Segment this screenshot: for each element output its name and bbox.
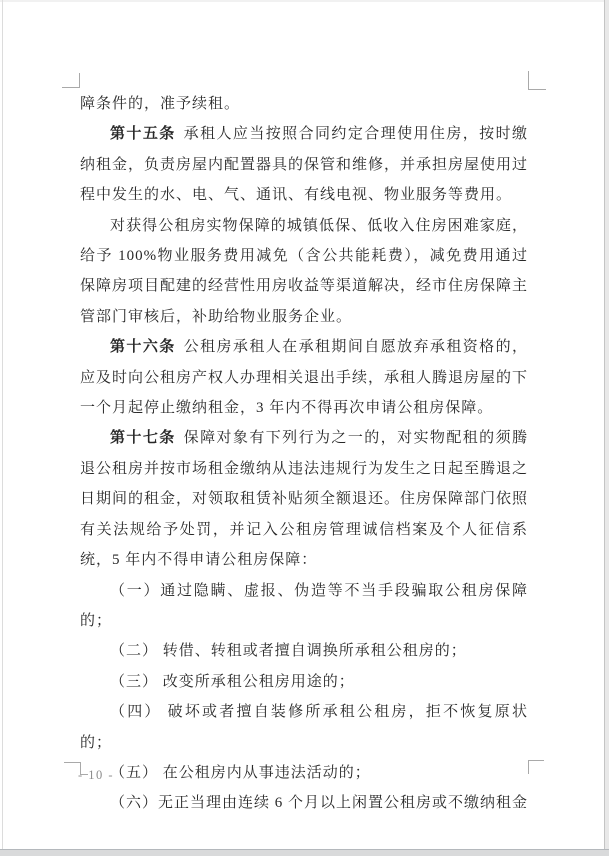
list-item-3 [80,667,528,697]
paragraph-property-fee [80,211,528,333]
paragraph-text: （一）通过隐瞒、虚报、伪造等不当手段骗取公租房保障的； [80,582,528,629]
article-heading: 第十五条 [110,126,176,143]
crop-mark-top-left [62,73,80,88]
paragraph-article-15 [80,119,528,210]
paragraph-text: （五） 在公租房内从事违法活动的； [110,764,371,781]
page-edge-top [0,0,609,2]
document-body [80,89,528,819]
article-heading: 第十六条 [110,339,176,356]
list-item-5 [80,758,528,788]
page-number: - 10 - [78,768,115,782]
paragraph-article-17 [80,423,528,575]
list-item-4 [80,697,528,758]
paragraph-text: （二） 转借、转租或者擅自调换所承租公租房的； [110,643,467,660]
list-item-1 [80,576,528,637]
paragraph-text: 保障对象有下列行为之一的，对实物配租的须腾退公租房并按市场租金缴纳从违法违规行为发生之日起至腾退之日期间的租金，对领取租赁补贴须全额退还。住房保障部门依照有关法规给予处罚，并记入公租房管理诚信档案及个人征信系统，5 年内不得申请公租房保障： [80,430,529,569]
paragraph-article-16 [80,332,528,423]
list-item-6 [80,788,528,818]
article-heading: 第十七条 [110,430,176,447]
paragraph-continuation [80,89,528,119]
paragraph-text: 承租人应当按照合同约定合理使用住房，按时缴纳租金，负责房屋内配置器具的保管和维修，并承担房屋使用过程中发生的水、电、气、通讯、有线电视、物业服务等费用。 [80,126,529,204]
paragraph-text: 对获得公租房实物保障的城镇低保、低收入住房困难家庭，给予 100%物业服务费用减免（含公共能耗费），减免费用通过保障房项目配建的经营性用房收益等渠道解决，经市住房保障主管部门审核后，补助给物业服务企业。 [80,217,529,325]
page-edge-left [2,0,3,856]
paragraph-text: （三） 改变所承租公租房用途的； [110,673,355,690]
crop-mark-bottom-right [528,760,544,774]
paragraph-text: （六）无正当理由连续 6 个月以上闲置公租房或不缴纳租金 [110,795,529,812]
paragraph-text: 障条件的，准予续租。 [80,96,241,112]
page-edge-right [604,0,609,856]
page-edge-bottom [0,849,609,856]
list-item-2 [80,636,528,666]
crop-mark-top-right [528,71,546,90]
paragraph-text: 公租房承租人在承租期间自愿放弃承租资格的，应及时向公租房产权人办理相关退出手续，承租人腾退房屋的下一个月起停止缴纳租金，3 年内不得再次申请公租房保障。 [80,339,529,417]
paragraph-text: （四） 破坏或者擅自装修所承租公租房，拒不恢复原状的； [80,704,528,751]
